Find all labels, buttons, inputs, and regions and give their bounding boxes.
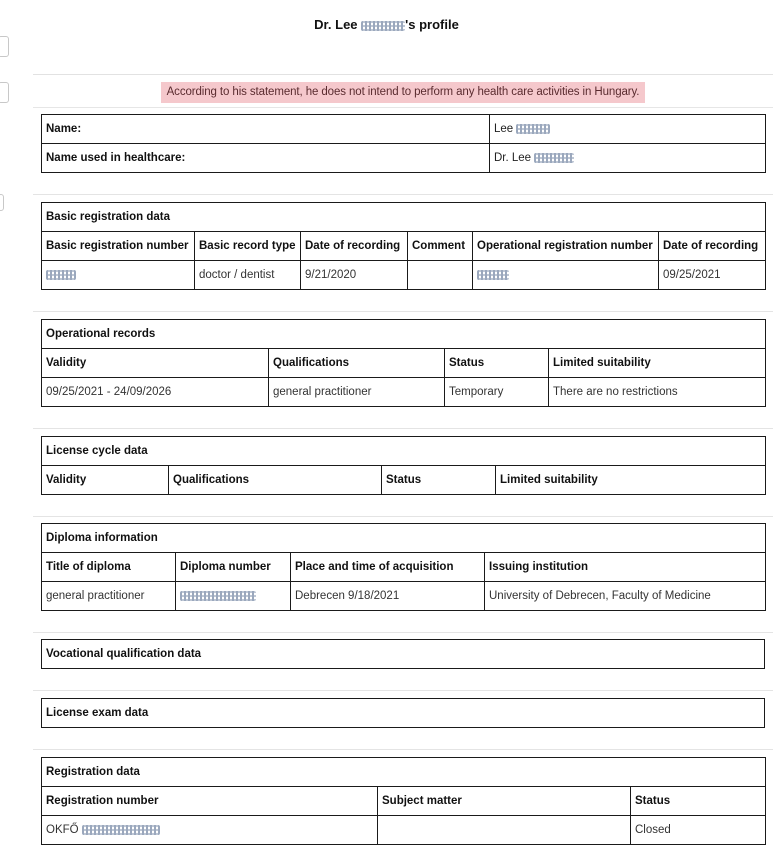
column-header: Limited suitability xyxy=(496,466,766,495)
diploma-title: general practitioner xyxy=(42,582,176,611)
diploma-number xyxy=(176,582,291,611)
section-heading: Basic registration data xyxy=(42,203,766,232)
registration-table xyxy=(41,757,766,845)
healthcare-name-label: Name used in healthcare: xyxy=(42,144,490,173)
redacted-number xyxy=(477,270,509,280)
column-header: Limited suitability xyxy=(549,349,766,378)
section-divider xyxy=(33,516,773,517)
section-heading: Diploma information xyxy=(42,524,766,553)
healthcare-name-value xyxy=(490,144,766,173)
column-header: Operational registration number xyxy=(473,232,659,261)
section-heading: License exam data xyxy=(42,699,765,728)
identity-table xyxy=(41,114,766,173)
basic-registration-table xyxy=(41,202,766,290)
redacted-surname xyxy=(516,124,550,134)
license-exam-table xyxy=(41,698,765,728)
limited-suitability-value: There are no restrictions xyxy=(549,378,766,407)
column-header: Status xyxy=(631,787,766,816)
redacted-number xyxy=(180,591,256,601)
issuing-institution: University of Debrecen, Faculty of Medicine xyxy=(485,582,766,611)
side-control-2[interactable] xyxy=(0,82,9,103)
section-divider xyxy=(33,632,773,633)
name-value-text: Lee xyxy=(494,123,514,135)
column-header: Issuing institution xyxy=(485,553,766,582)
column-header: Registration number xyxy=(42,787,378,816)
column-header: Status xyxy=(382,466,496,495)
vocational-table xyxy=(41,639,765,669)
healthcare-name-text: Dr. Lee xyxy=(494,152,532,164)
name-value xyxy=(490,115,766,144)
subject-matter xyxy=(378,816,631,845)
column-header: Validity xyxy=(42,349,269,378)
side-control-3[interactable] xyxy=(0,194,4,211)
validity-value: 09/25/2021 - 24/09/2026 xyxy=(42,378,269,407)
operational-date: 09/25/2021 xyxy=(659,261,766,290)
redacted-number xyxy=(82,825,160,835)
notice-text: According to his statement, he does not intend to perform any health care activities in Hungary. xyxy=(161,82,646,103)
section-divider xyxy=(33,690,773,691)
page-title xyxy=(0,17,773,32)
record-type: doctor / dentist xyxy=(195,261,301,290)
section-divider xyxy=(33,428,773,429)
column-header: Qualifications xyxy=(169,466,382,495)
date-of-recording: 9/21/2020 xyxy=(301,261,408,290)
column-header: Place and time of acquisition xyxy=(291,553,485,582)
place-and-time: Debrecen 9/18/2021 xyxy=(291,582,485,611)
redacted-number xyxy=(46,270,76,280)
diploma-table xyxy=(41,523,766,611)
section-divider xyxy=(33,749,773,750)
column-header: Basic registration number xyxy=(42,232,195,261)
title-divider xyxy=(33,74,773,75)
section-heading: Registration data xyxy=(42,758,766,787)
section-heading: Vocational qualification data xyxy=(42,640,765,669)
column-header: Comment xyxy=(408,232,473,261)
license-cycle-table xyxy=(41,436,766,495)
column-header: Status xyxy=(445,349,549,378)
column-header: Date of recording xyxy=(659,232,766,261)
operational-registration-number xyxy=(473,261,659,290)
redacted-healthcare-surname xyxy=(534,153,574,163)
column-header: Diploma number xyxy=(176,553,291,582)
section-heading: Operational records xyxy=(42,320,766,349)
name-label: Name: xyxy=(42,115,490,144)
column-header: Subject matter xyxy=(378,787,631,816)
registration-number xyxy=(42,816,378,845)
column-header: Validity xyxy=(42,466,169,495)
notice-bar xyxy=(33,82,773,108)
page-title-suffix: 's profile xyxy=(405,17,459,32)
column-header: Qualifications xyxy=(269,349,445,378)
section-heading: License cycle data xyxy=(42,437,766,466)
qualifications-value: general practitioner xyxy=(269,378,445,407)
registration-status: Closed xyxy=(631,816,766,845)
section-divider xyxy=(33,194,773,195)
status-value: Temporary xyxy=(445,378,549,407)
page-title-prefix: Dr. Lee xyxy=(314,17,362,32)
column-header: Basic record type xyxy=(195,232,301,261)
side-control-1[interactable] xyxy=(0,36,9,57)
column-header: Date of recording xyxy=(301,232,408,261)
comment xyxy=(408,261,473,290)
column-header: Title of diploma xyxy=(42,553,176,582)
basic-registration-number xyxy=(42,261,195,290)
registration-number-prefix: OKFŐ xyxy=(46,824,79,836)
section-divider xyxy=(33,311,773,312)
redacted-name xyxy=(361,21,405,31)
operational-records-table xyxy=(41,319,766,407)
